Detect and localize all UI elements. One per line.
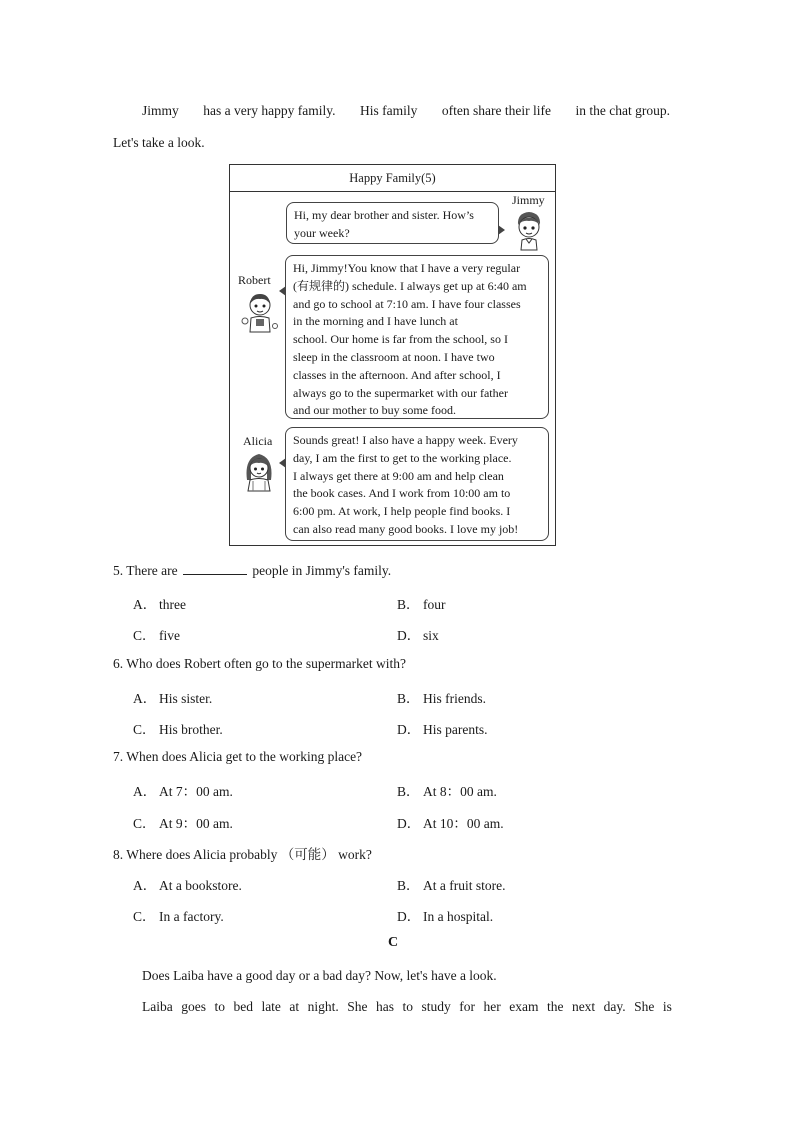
message-line: can also read many good books. I love my job! — [293, 521, 519, 536]
option-text: His sister. — [159, 691, 213, 706]
option-letter: C． — [133, 722, 156, 737]
word: next — [571, 999, 596, 1014]
word: the — [546, 999, 564, 1014]
option-a[interactable] — [133, 593, 186, 613]
word: to — [214, 999, 225, 1014]
option-c[interactable] — [133, 812, 233, 832]
section-c-heading: C — [388, 935, 399, 950]
option-text: At 9：00 am. — [159, 816, 233, 831]
alicia-avatar-icon — [241, 450, 277, 492]
message-line: Sounds great! I also have a happy week. Every — [293, 433, 518, 447]
message-line: sleep in the classroom at noon. I have two — [293, 349, 495, 364]
option-letter: D． — [397, 628, 421, 643]
message-line: the book cases. And I work from 10:00 am to — [293, 486, 511, 501]
message-line: and go to school at 7:10 am. I have four classes — [293, 296, 521, 311]
message-line: always go to the supermarket with our father — [293, 385, 508, 400]
option-text: His friends. — [423, 691, 486, 706]
option-d[interactable] — [397, 905, 493, 925]
option-letter: D． — [397, 909, 421, 924]
intro-word: His family — [360, 103, 418, 118]
option-b[interactable] — [397, 687, 486, 707]
message-line: school. Our home is far from the school, so I — [293, 332, 508, 347]
message-line: and our mother to buy some food. — [293, 403, 456, 418]
option-a[interactable] — [133, 874, 242, 894]
question-7: 7. When does Alicia get to the working place? — [113, 749, 363, 764]
question-stem: people in Jimmy's family. — [252, 563, 392, 578]
chat-title: Happy Family(5) — [230, 165, 555, 192]
jimmy-name: Jimmy — [512, 193, 545, 207]
option-a[interactable] — [133, 687, 212, 707]
robert-name: Robert — [238, 273, 271, 287]
option-text: six — [423, 628, 439, 643]
option-letter: D． — [397, 722, 421, 737]
option-text: At 7：00 am. — [159, 784, 233, 799]
word: to — [402, 999, 414, 1014]
option-text: three — [159, 597, 186, 612]
question-6: 6. Who does Robert often go to the supermarket with? — [113, 656, 406, 671]
intro-word: Jimmy — [142, 103, 179, 118]
word: late — [261, 999, 281, 1014]
jimmy-avatar-icon — [513, 209, 545, 251]
option-letter: C． — [133, 816, 156, 831]
option-text: In a factory. — [159, 909, 224, 924]
section-c-line-2 — [142, 999, 672, 1015]
message-line: (有规律的) schedule. I always get up at 6:40 am — [293, 278, 527, 293]
message-line: Hi, my dear brother and sister. How’s — [294, 208, 474, 222]
message-line: I always get there at 9:00 am and help clean — [293, 468, 504, 483]
option-b[interactable] — [397, 593, 446, 613]
option-a[interactable] — [133, 780, 233, 800]
option-letter: B． — [397, 784, 420, 799]
word: goes — [181, 999, 206, 1014]
answer-blank[interactable] — [183, 562, 247, 575]
option-letter: A． — [133, 691, 157, 706]
option-text: At a bookstore. — [159, 878, 242, 893]
option-text: At a fruit store. — [423, 878, 506, 893]
word: She — [347, 999, 368, 1014]
message-line: day, I am the first to get to the working place. — [293, 450, 512, 465]
option-text: At 8：00 am. — [423, 784, 497, 799]
section-c-line-1: Does Laiba have a good day or a bad day? Now, let's have a look. — [142, 968, 497, 983]
intro-word: in the chat group. — [575, 103, 670, 118]
robert-message-bubble — [285, 255, 549, 419]
option-text: In a hospital. — [423, 909, 494, 924]
word: for — [459, 999, 475, 1014]
intro-word: has a very happy family. — [203, 103, 336, 118]
message-line: 6:00 pm. At work, I help people find books. I — [293, 504, 511, 519]
option-letter: B． — [397, 691, 420, 706]
word: has — [376, 999, 395, 1014]
word: exam — [509, 999, 539, 1014]
option-letter: A． — [133, 878, 157, 893]
option-d[interactable] — [397, 718, 488, 738]
question-stem: 5. There are — [113, 563, 178, 578]
alicia-name: Alicia — [243, 434, 273, 448]
option-text: four — [423, 597, 446, 612]
question-5 — [113, 562, 391, 579]
word: bed — [233, 999, 253, 1014]
option-letter: B． — [397, 878, 420, 893]
chat-window — [229, 164, 556, 546]
option-text: His parents. — [423, 722, 488, 737]
message-line: Hi, Jimmy!You know that I have a very regular — [293, 261, 521, 275]
option-c[interactable] — [133, 718, 223, 738]
message-line: your week? — [294, 225, 350, 240]
option-letter: D． — [397, 816, 421, 831]
option-letter: C． — [133, 909, 156, 924]
message-line: classes in the afternoon. And after school, I — [293, 367, 501, 382]
word: day. — [603, 999, 626, 1014]
option-text: At 10：00 am. — [423, 816, 504, 831]
intro-line-1 — [142, 103, 670, 119]
option-letter: A． — [133, 597, 157, 612]
word: is — [662, 999, 672, 1014]
word: She — [634, 999, 655, 1014]
message-line: in the morning and I have lunch at — [293, 314, 458, 329]
option-letter: C． — [133, 628, 156, 643]
option-text: five — [159, 628, 180, 643]
option-d[interactable] — [397, 624, 439, 644]
option-letter: B． — [397, 597, 420, 612]
option-d[interactable] — [397, 812, 504, 832]
word: study — [421, 999, 451, 1014]
word: at — [289, 999, 300, 1014]
intro-line-2: Let's take a look. — [113, 135, 205, 150]
option-c[interactable] — [133, 624, 180, 644]
word: night. — [307, 999, 339, 1014]
alicia-message-bubble — [285, 427, 549, 541]
option-c[interactable] — [133, 905, 224, 925]
intro-word: often share their life — [441, 103, 551, 118]
question-8: 8. Where does Alicia probably （可能） work? — [113, 847, 372, 862]
option-letter: A． — [133, 784, 157, 799]
word: Laiba — [142, 999, 173, 1014]
option-b[interactable] — [397, 780, 497, 800]
jimmy-message-bubble — [286, 202, 499, 244]
word: her — [483, 999, 501, 1014]
option-text: His brother. — [159, 722, 223, 737]
option-b[interactable] — [397, 874, 505, 894]
robert-avatar-icon — [241, 291, 279, 333]
